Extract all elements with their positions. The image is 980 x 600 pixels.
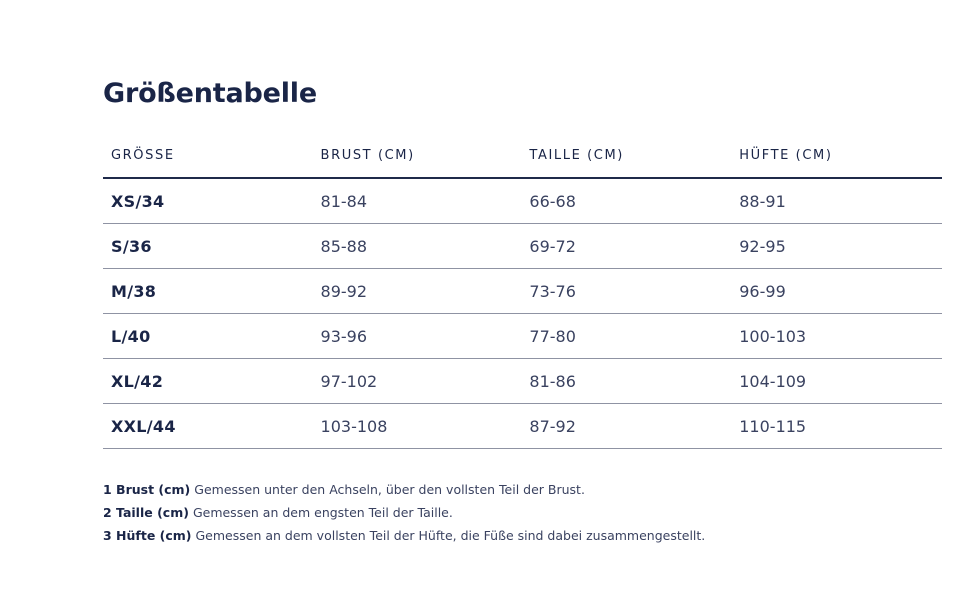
measurement-notes: [103, 478, 943, 547]
note-text: Gemessen an dem vollsten Teil der Hüfte, die Füße sind dabei zusammengestellt.: [195, 528, 706, 543]
taille-cell: 69-72: [521, 224, 731, 269]
huefte-cell: 96-99: [731, 269, 942, 314]
size-cell: L/40: [103, 314, 313, 359]
brust-cell: 103-108: [313, 404, 522, 449]
size-table: [103, 133, 942, 449]
note-label: 1 Brust (cm): [103, 482, 191, 497]
header-groesse: GRÖSSE: [103, 133, 313, 178]
taille-cell: 66-68: [521, 178, 731, 224]
size-cell: XXL/44: [103, 404, 313, 449]
brust-cell: 89-92: [313, 269, 522, 314]
table-header-row: [103, 133, 942, 178]
table-row: [103, 359, 942, 404]
note-text: Gemessen an dem engsten Teil der Taille.: [192, 505, 453, 520]
huefte-cell: 110-115: [731, 404, 942, 449]
table-row: [103, 224, 942, 269]
table-row: [103, 269, 942, 314]
note-taille: [103, 501, 943, 524]
table-row: [103, 314, 942, 359]
brust-cell: 85-88: [313, 224, 522, 269]
huefte-cell: 104-109: [731, 359, 942, 404]
brust-cell: 97-102: [313, 359, 522, 404]
taille-cell: 81-86: [521, 359, 731, 404]
brust-cell: 81-84: [313, 178, 522, 224]
note-text: Gemessen unter den Achseln, über den vollsten Teil der Brust.: [194, 482, 585, 497]
table-row: [103, 404, 942, 449]
note-huefte: [103, 524, 943, 547]
size-cell: XL/42: [103, 359, 313, 404]
huefte-cell: 100-103: [731, 314, 942, 359]
table-row: [103, 178, 942, 224]
note-brust: [103, 478, 943, 501]
huefte-cell: 92-95: [731, 224, 942, 269]
note-label: 3 Hüfte (cm): [103, 528, 192, 543]
taille-cell: 87-92: [521, 404, 731, 449]
size-cell: XS/34: [103, 178, 313, 224]
header-taille: TAILLE (CM): [521, 133, 731, 178]
page-title: Größentabelle: [103, 78, 317, 109]
size-cell: M/38: [103, 269, 313, 314]
header-huefte: HÜFTE (CM): [731, 133, 942, 178]
huefte-cell: 88-91: [731, 178, 942, 224]
taille-cell: 77-80: [521, 314, 731, 359]
header-brust: BRUST (CM): [313, 133, 522, 178]
brust-cell: 93-96: [313, 314, 522, 359]
note-label: 2 Taille (cm): [103, 505, 189, 520]
taille-cell: 73-76: [521, 269, 731, 314]
size-cell: S/36: [103, 224, 313, 269]
